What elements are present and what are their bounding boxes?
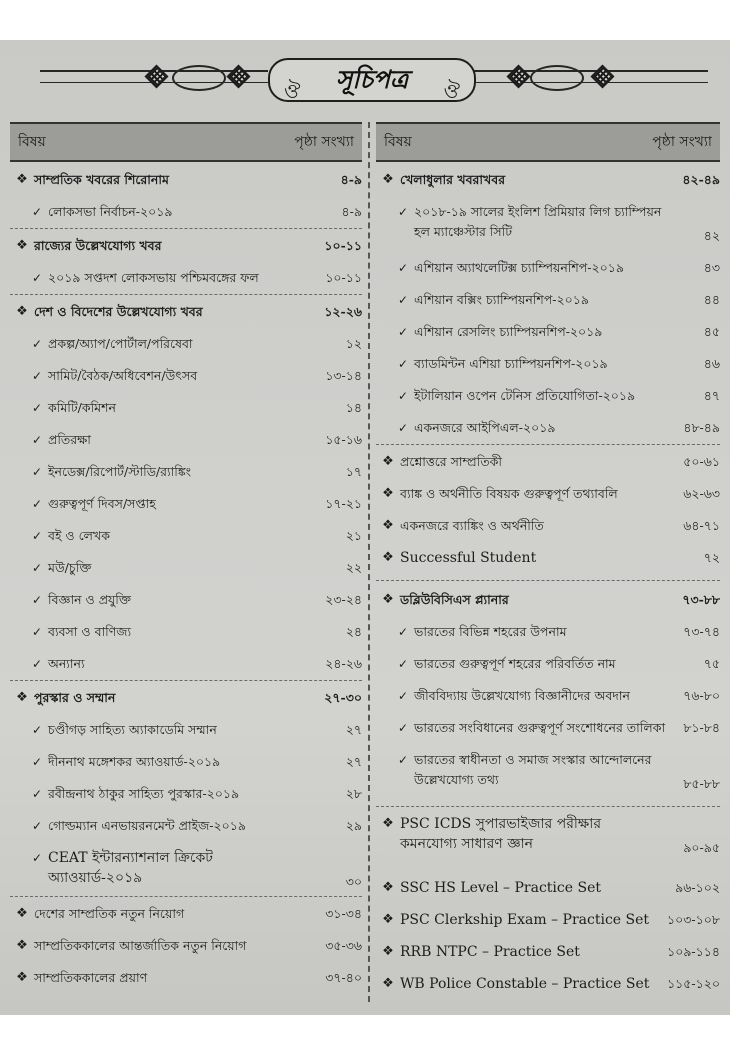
checkmark-icon: ✓	[32, 593, 43, 607]
diamond-bullet-icon: ❖	[382, 880, 394, 895]
entry-label	[10, 936, 247, 956]
checkmark-icon: ✓	[398, 205, 409, 219]
page-range: ২৭	[345, 754, 362, 769]
page-range: ১০-১১	[324, 238, 362, 253]
entry-title: দেশের সাম্প্রতিক নতুন নিয়োগ	[34, 906, 185, 921]
page-range: ৪৫	[703, 324, 720, 339]
checkmark-icon: ✓	[32, 497, 43, 511]
entry-title: SSC HS Level – Practice Set	[400, 880, 601, 896]
toc-subentry	[10, 720, 362, 740]
entry-label	[10, 302, 203, 322]
entry-label	[10, 784, 239, 804]
checkmark-icon: ✓	[32, 433, 43, 447]
entry-title: প্রতিরক্ষা	[48, 432, 91, 447]
section-separator	[10, 896, 362, 897]
toc-subentry	[376, 322, 720, 342]
entry-label	[376, 942, 580, 962]
entry-title: ব্যাডমিন্টন এশিয়া চ্যাম্পিয়নশিপ-২০১৯	[414, 356, 608, 371]
checkmark-icon: ✓	[32, 819, 43, 833]
diamond-ornament-icon	[144, 64, 168, 88]
diamond-bullet-icon: ❖	[382, 912, 394, 927]
entry-title: বিজ্ঞান ও প্রযুক্তি	[48, 592, 131, 607]
entry-label	[376, 974, 649, 994]
entry-label	[376, 354, 608, 374]
toc-subentry	[10, 590, 362, 610]
toc-entry	[10, 968, 362, 988]
entry-label	[376, 654, 616, 674]
toc-subentry	[376, 418, 720, 438]
entry-title: ইনডেক্স/রিপোর্ট/স্টাডি/র‍্যাঙ্কিং	[48, 464, 192, 479]
subject-heading: বিষয়	[18, 134, 46, 150]
entry-title: এশিয়ান বক্সিং চ্যাম্পিয়নশিপ-২০১৯	[414, 292, 590, 307]
page-title: সূচিপত্র	[335, 65, 409, 94]
entry-label	[10, 904, 184, 924]
entry-label	[10, 334, 193, 354]
page-range: ১৩-১৪	[325, 368, 362, 383]
entry-label	[10, 688, 115, 708]
toc-subentry	[376, 202, 720, 246]
section-separator	[10, 680, 362, 681]
page-range: ৪২-৪৯	[682, 172, 720, 187]
entry-label	[10, 752, 220, 772]
checkmark-icon: ✓	[398, 657, 409, 671]
page-range: ২১	[345, 528, 362, 543]
page-range: ১০৯-১১৪	[667, 944, 720, 959]
entry-title: দীননাথ মঙ্গেশকর অ্যাওয়ার্ড-২০১৯	[48, 754, 221, 769]
entry-label	[376, 386, 635, 406]
entry-title: সাম্প্রতিককালের প্রয়াণ	[34, 970, 148, 985]
page-range: ২৯	[345, 818, 362, 833]
diamond-bullet-icon: ❖	[382, 592, 394, 607]
entry-title: ভারতের সংবিধানের গুরুত্বপূর্ণ সংশোধনের তালিকা	[414, 720, 666, 735]
toc-entry	[376, 942, 720, 962]
toc-entry	[376, 452, 720, 472]
page-range: ১১৫-১২০	[667, 976, 720, 991]
toc-subentry	[10, 752, 362, 772]
entry-label	[376, 170, 505, 190]
toc-subentry	[376, 718, 720, 738]
page-range: ১৪	[345, 400, 362, 415]
entry-label	[10, 622, 131, 642]
page-range: ৪-৯	[341, 204, 362, 219]
ornament-line	[472, 82, 708, 83]
page-range: ৩১-৩৪	[325, 906, 362, 921]
entry-label	[10, 494, 156, 514]
toc-subentry	[376, 258, 720, 278]
toc-entry	[10, 302, 362, 322]
entry-title: চণ্ডীগড় সাহিত্য অ্যাকাডেমি সম্মান	[48, 722, 217, 737]
entry-title: এশিয়ান অ্যাথলেটিক্স চ্যাম্পিয়নশিপ-২০১৯	[414, 260, 624, 275]
checkmark-icon: ✓	[398, 753, 409, 767]
checkmark-icon: ✓	[398, 721, 409, 735]
page-range: ২৮	[345, 786, 362, 801]
right-column	[376, 122, 720, 992]
page-range: ২২	[345, 560, 362, 575]
toc-subentry	[376, 290, 720, 310]
page-range: ৩৭-৪০	[325, 970, 362, 985]
entry-title: ভারতের বিভিন্ন শহরের উপনাম	[414, 624, 567, 639]
entry-label	[10, 526, 110, 546]
diamond-bullet-icon: ❖	[16, 304, 28, 319]
entry-label	[376, 878, 601, 898]
entry-label	[10, 590, 131, 610]
entry-title: ইটালিয়ান ওপেন টেনিস প্রতিযোগিতা-২০১৯	[414, 388, 636, 403]
entry-title: খেলাধুলার খবরাখবর	[400, 172, 506, 187]
left-column	[10, 122, 362, 985]
entry-label	[10, 462, 191, 482]
entry-title: সামিট/বৈঠক/অধিবেশন/উৎসব	[48, 368, 198, 383]
toc-subentry	[10, 526, 362, 546]
page-range: ৬২-৬৩	[683, 486, 720, 501]
checkmark-icon: ✓	[398, 261, 409, 275]
page-range: ৮১-৮৪	[683, 720, 720, 735]
entry-label	[10, 268, 259, 288]
page-range: ৪৩	[703, 260, 720, 275]
toc-subentry	[10, 398, 362, 418]
entry-label	[376, 686, 630, 706]
page-range: ৪৮-৪৯	[683, 420, 720, 435]
toc-subentry	[10, 848, 362, 892]
page-range: ১৭	[345, 464, 362, 479]
checkmark-icon: ✓	[398, 325, 409, 339]
toc-subentry	[10, 462, 362, 482]
entry-title: পুরস্কার ও সম্মান	[34, 690, 116, 705]
diamond-bullet-icon: ❖	[382, 550, 394, 565]
scroll-ornament-icon	[172, 65, 226, 91]
page-range: ৯০-৯৫	[683, 840, 720, 855]
page-range: ২৭-৩০	[324, 690, 362, 705]
diamond-ornament-icon	[590, 64, 614, 88]
checkmark-icon: ✓	[398, 689, 409, 703]
diamond-bullet-icon: ❖	[382, 816, 394, 831]
entry-label	[10, 398, 116, 418]
page-range: ২৭	[345, 722, 362, 737]
checkmark-icon: ✓	[32, 723, 43, 737]
entry-title: অন্যান্য	[48, 656, 85, 671]
checkmark-icon: ✓	[32, 657, 43, 671]
toc-entry	[376, 170, 720, 190]
entry-title: মউ/চুক্তি	[48, 560, 92, 575]
entry-label	[376, 814, 660, 854]
page-range: ৯৬-১০২	[675, 880, 720, 895]
entry-label	[376, 548, 536, 568]
checkmark-icon: ✓	[398, 625, 409, 639]
page-range: ৪৬	[703, 356, 720, 371]
checkmark-icon: ✓	[398, 357, 409, 371]
checkmark-icon: ✓	[398, 293, 409, 307]
toc-subentry	[10, 784, 362, 804]
toc-entry	[10, 236, 362, 256]
checkmark-icon: ✓	[32, 337, 43, 351]
page-range: ১০৩-১০৮	[667, 912, 720, 927]
toc-entry	[376, 516, 720, 536]
diamond-bullet-icon: ❖	[16, 238, 28, 253]
swirl-right-icon: ঔ	[443, 79, 460, 103]
toc-subentry	[10, 430, 362, 450]
checkmark-icon: ✓	[32, 369, 43, 383]
toc-subentry	[10, 202, 362, 222]
entry-title: Successful Student	[400, 550, 537, 566]
page-range: ১২-২৬	[324, 304, 362, 319]
page-range: ৩৫-৩৬	[325, 938, 362, 953]
toc-entry	[376, 590, 720, 610]
entry-title: WB Police Constable – Practice Set	[400, 976, 650, 992]
subject-heading: বিষয়	[384, 134, 412, 150]
entry-title: ব্যাঙ্ক ও অর্থনীতি বিষয়ক গুরুত্বপূর্ণ তথ্যাবলি	[400, 486, 618, 501]
toc-entry	[376, 974, 720, 994]
diamond-bullet-icon: ❖	[16, 906, 28, 921]
entry-label	[10, 720, 217, 740]
entry-label	[10, 654, 85, 674]
entry-label	[376, 258, 624, 278]
entry-title: ভারতের স্বাধীনতা ও সমাজ সংস্কার আন্দোলনের উল্লেখযোগ্য তথ্য	[414, 752, 652, 787]
entry-label	[10, 558, 91, 578]
entry-title: CEAT ইন্টারন্যাশনাল ক্রিকেট অ্যাওয়ার্ড-২০১৯	[48, 850, 213, 886]
entry-title: জীববিদ্যায় উল্লেখযোগ্য বিজ্ঞানীদের অবদান	[414, 688, 630, 703]
page-range: ৭৩-৭৪	[683, 624, 720, 639]
page-range: ৭৬-৮০	[683, 688, 720, 703]
toc-subentry	[10, 366, 362, 386]
page-range: ৬৪-৭১	[683, 518, 720, 533]
entry-label	[376, 622, 567, 642]
checkmark-icon: ✓	[32, 755, 43, 769]
entry-label	[376, 290, 589, 310]
page-range: ২৪	[345, 624, 362, 639]
entry-label	[10, 848, 298, 888]
left-column-header	[10, 124, 362, 162]
entry-title: রাজ্যের উল্লেখযোগ্য খবর	[34, 238, 162, 253]
toc-subentry	[376, 686, 720, 706]
toc-entry	[10, 936, 362, 956]
toc-subentry	[10, 816, 362, 836]
entry-label	[10, 430, 91, 450]
page-range: ১৫-১৬	[325, 432, 362, 447]
page-range: ৭২	[703, 550, 720, 565]
toc-subentry	[10, 654, 362, 674]
title-cartouche	[268, 58, 476, 102]
entry-label	[10, 816, 246, 836]
checkmark-icon: ✓	[32, 465, 43, 479]
page-range: ৪৪	[703, 292, 720, 307]
entry-title: PSC ICDS সুপারভাইজার পরীক্ষার কমনযোগ্য সাধারণ জ্ঞান	[400, 816, 602, 852]
diamond-bullet-icon: ❖	[16, 690, 28, 705]
toc-entry	[376, 484, 720, 504]
entry-title: সাম্প্রতিককালের আন্তর্জাতিক নতুন নিয়োগ	[34, 938, 247, 953]
page-range: ৪৭	[703, 388, 720, 403]
entry-title: ভারতের গুরুত্বপূর্ণ শহরের পরিবর্তিত নাম	[414, 656, 616, 671]
page-range: ৭৩-৮৮	[682, 592, 720, 607]
toc-entry	[376, 814, 720, 858]
entry-title: ব্যবসা ও বাণিজ্য	[48, 624, 132, 639]
entry-title: বই ও লেখক	[48, 528, 110, 543]
toc-subentry	[376, 354, 720, 374]
title-ornament	[0, 48, 744, 110]
entry-label	[376, 750, 664, 790]
entry-label	[376, 590, 509, 610]
checkmark-icon: ✓	[32, 205, 43, 219]
entry-title: কমিটি/কমিশন	[48, 400, 116, 415]
toc-subentry	[376, 654, 720, 674]
swirl-left-icon: ঔ	[284, 79, 301, 103]
entry-title: RRB NTPC – Practice Set	[400, 944, 580, 960]
entry-title: সাম্প্রতিক খবরের শিরোনাম	[34, 172, 169, 187]
entry-label	[10, 202, 172, 222]
entry-label	[376, 516, 544, 536]
section-separator	[376, 580, 720, 581]
entry-title: গুরুত্বপূর্ণ দিবস/সপ্তাহ	[48, 496, 156, 511]
entry-label	[376, 322, 602, 342]
entry-title: দেশ ও বিদেশের উল্লেখযোগ্য খবর	[34, 304, 203, 319]
checkmark-icon: ✓	[398, 421, 409, 435]
entry-title: লোকসভা নির্বাচন-২০১৯	[48, 204, 173, 219]
entry-label	[10, 236, 161, 256]
entry-title: একনজরে ব্যাঙ্কিং ও অর্থনীতি	[400, 518, 544, 533]
diamond-bullet-icon: ❖	[382, 976, 394, 991]
entry-title: রবীন্দ্রনাথ ঠাকুর সাহিত্য পুরস্কার-২০১৯	[48, 786, 240, 801]
checkmark-icon: ✓	[32, 787, 43, 801]
checkmark-icon: ✓	[32, 561, 43, 575]
page-range: ৩০	[345, 874, 362, 889]
diamond-bullet-icon: ❖	[382, 518, 394, 533]
toc-entry	[376, 910, 720, 930]
toc-subentry	[10, 268, 362, 288]
toc-entry	[376, 548, 720, 568]
page-range: ৫০-৬১	[683, 454, 720, 469]
diamond-bullet-icon: ❖	[16, 938, 28, 953]
entry-label	[376, 202, 664, 242]
diamond-bullet-icon: ❖	[382, 944, 394, 959]
page-range: ১৭-২১	[325, 496, 362, 511]
scroll-ornament-icon	[530, 65, 584, 91]
checkmark-icon: ✓	[398, 389, 409, 403]
entry-label	[376, 452, 502, 472]
entry-label	[376, 910, 649, 930]
diamond-bullet-icon: ❖	[382, 486, 394, 501]
entry-title: একনজরে আইপিএল-২০১৯	[414, 420, 556, 435]
page-range: ১২	[345, 336, 362, 351]
column-divider	[368, 122, 370, 1002]
page-range: ১০-১১	[325, 270, 362, 285]
ornament-line	[472, 70, 708, 72]
page-range: ৮৫-৮৮	[683, 776, 720, 791]
entry-title: PSC Clerkship Exam – Practice Set	[400, 912, 650, 928]
toc-subentry	[10, 494, 362, 514]
entry-label	[376, 718, 665, 738]
page-range: ২৩-২৪	[325, 592, 362, 607]
toc-subentry	[376, 386, 720, 406]
page-number-heading: পৃষ্ঠা সংখ্যা	[294, 134, 354, 150]
entry-title: ২০১৯ সপ্তদশ লোকসভায় পশ্চিমবঙ্গের ফল	[48, 270, 259, 285]
section-separator	[376, 806, 720, 807]
toc-entry	[10, 170, 362, 190]
toc-subentry	[376, 622, 720, 642]
toc-entry	[10, 688, 362, 708]
entry-title: ডব্লিউবিসিএস প্ল্যানার	[400, 592, 509, 607]
diamond-bullet-icon: ❖	[382, 172, 394, 187]
diamond-ornament-icon	[226, 64, 250, 88]
diamond-bullet-icon: ❖	[16, 172, 28, 187]
page-range: ২৪-২৬	[325, 656, 362, 671]
entry-label	[376, 418, 555, 438]
toc-subentry	[10, 622, 362, 642]
right-column-header	[376, 124, 720, 162]
section-separator	[10, 294, 362, 295]
entry-title: গোল্ডম্যান এনভায়রনমেন্ট প্রাইজ-২০১৯	[48, 818, 246, 833]
page-range: ৭৫	[703, 656, 720, 671]
entry-title: প্রশ্নোত্তরে সাম্প্রতিকী	[400, 454, 502, 469]
entry-label	[10, 366, 197, 386]
entry-label	[10, 170, 169, 190]
toc-entry	[10, 904, 362, 924]
page-number-heading: পৃষ্ঠা সংখ্যা	[652, 134, 712, 150]
page-range: ৪-৯	[340, 172, 362, 187]
checkmark-icon: ✓	[32, 401, 43, 415]
checkmark-icon: ✓	[32, 529, 43, 543]
entry-title: এশিয়ান রেসলিং চ্যাম্পিয়নশিপ-২০১৯	[414, 324, 603, 339]
toc-subentry	[10, 558, 362, 578]
section-separator	[10, 228, 362, 229]
entry-title: প্রকল্প/অ্যাপ/পোর্টাল/পরিষেবা	[48, 336, 193, 351]
checkmark-icon: ✓	[32, 271, 43, 285]
section-separator	[376, 444, 720, 445]
checkmark-icon: ✓	[32, 851, 43, 865]
entry-label	[10, 968, 147, 988]
entry-title: ২০১৮-১৯ সালের ইংলিশ প্রিমিয়ার লিগ চ্যাম্পিয়ন হল ম্যাঞ্চেস্টার সিটি	[414, 204, 662, 239]
diamond-ornament-icon	[506, 64, 530, 88]
toc-subentry	[376, 750, 720, 794]
checkmark-icon: ✓	[32, 625, 43, 639]
diamond-bullet-icon: ❖	[16, 970, 28, 985]
entry-label	[376, 484, 618, 504]
toc-entry	[376, 878, 720, 898]
diamond-bullet-icon: ❖	[382, 454, 394, 469]
page-range: ৪২	[703, 228, 720, 243]
toc-subentry	[10, 334, 362, 354]
